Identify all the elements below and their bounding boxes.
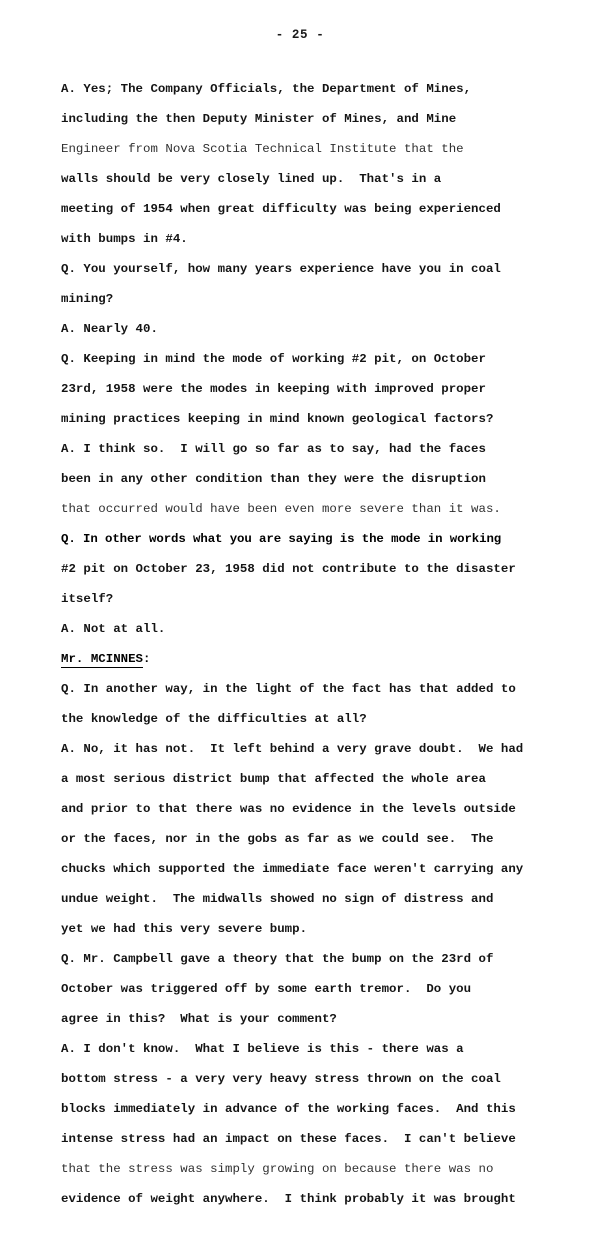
- transcript-line: been in any other condition than they were the disruption: [61, 472, 486, 486]
- transcript-line: mining practices keeping in mind known geological factors?: [61, 412, 494, 426]
- transcript-line: Engineer from Nova Scotia Technical Institute that the: [61, 142, 464, 156]
- transcript-line: meeting of 1954 when great difficulty was being experienced: [61, 202, 501, 216]
- transcript-line: 23rd, 1958 were the modes in keeping with improved proper: [61, 382, 486, 396]
- transcript-line: A. Not at all.: [61, 622, 166, 636]
- transcript-line: A. Yes; The Company Officials, the Department of Mines,: [61, 82, 472, 96]
- transcript-line: evidence of weight anywhere. I think probably it was brought: [61, 1192, 516, 1206]
- transcript-line: A. Nearly 40.: [61, 322, 158, 336]
- transcript-line: #2 pit on October 23, 1958 did not contribute to the disaster: [61, 562, 516, 576]
- transcript-line: the knowledge of the difficulties at all?: [61, 712, 367, 726]
- underlined-speaker-name: Mr. MCINNES: [61, 652, 144, 666]
- transcript-line: that occurred would have been even more severe than it was.: [61, 502, 501, 516]
- transcript-line: intense stress had an impact on these faces. I can't believe: [61, 1132, 516, 1146]
- transcript-line: A. No, it has not. It left behind a very grave doubt. We had: [61, 742, 524, 756]
- transcript-line: walls should be very closely lined up. That's in a: [61, 172, 442, 186]
- transcript-line: and prior to that there was no evidence in the levels outside: [61, 802, 516, 816]
- transcript-line: Q. Keeping in mind the mode of working #2 pit, on October: [61, 352, 486, 366]
- transcript-line: itself?: [61, 592, 114, 606]
- transcript-line: blocks immediately in advance of the working faces. And this: [61, 1102, 516, 1116]
- page-number: - 25 -: [275, 28, 325, 42]
- transcript-line: A. I don't know. What I believe is this - there was a: [61, 1042, 464, 1056]
- transcript-line: bottom stress - a very very heavy stress thrown on the coal: [61, 1072, 501, 1086]
- transcript-body: [61, 74, 531, 1214]
- transcript-line: yet we had this very severe bump.: [61, 922, 308, 936]
- transcript-line: or the faces, nor in the gobs as far as we could see. The: [61, 832, 494, 846]
- transcript-line: Q. In another way, in the light of the fact has that added to: [61, 682, 516, 696]
- transcript-line: with bumps in #4.: [61, 232, 188, 246]
- transcript-line: that the stress was simply growing on because there was no: [61, 1162, 494, 1176]
- transcript-line: Q. In other words what you are saying is the mode in working: [61, 532, 502, 546]
- transcript-line: A. I think so. I will go so far as to say, had the faces: [61, 442, 486, 456]
- transcript-line: mining?: [61, 292, 114, 306]
- transcript-line: chucks which supported the immediate face weren't carrying any: [61, 862, 524, 876]
- transcript-line: October was triggered off by some earth tremor. Do you: [61, 982, 472, 996]
- transcript-line: a most serious district bump that affected the whole area: [61, 772, 486, 786]
- transcript-line: including the then Deputy Minister of Mines, and Mine: [61, 112, 457, 126]
- transcript-line: agree in this? What is your comment?: [61, 1012, 337, 1026]
- transcript-line: undue weight. The midwalls showed no sign of distress and: [61, 892, 494, 906]
- transcript-line: Mr. MCINNES:: [61, 652, 151, 666]
- transcript-line: Q. Mr. Campbell gave a theory that the bump on the 23rd of: [61, 952, 494, 966]
- transcript-line: Q. You yourself, how many years experience have you in coal: [61, 262, 501, 276]
